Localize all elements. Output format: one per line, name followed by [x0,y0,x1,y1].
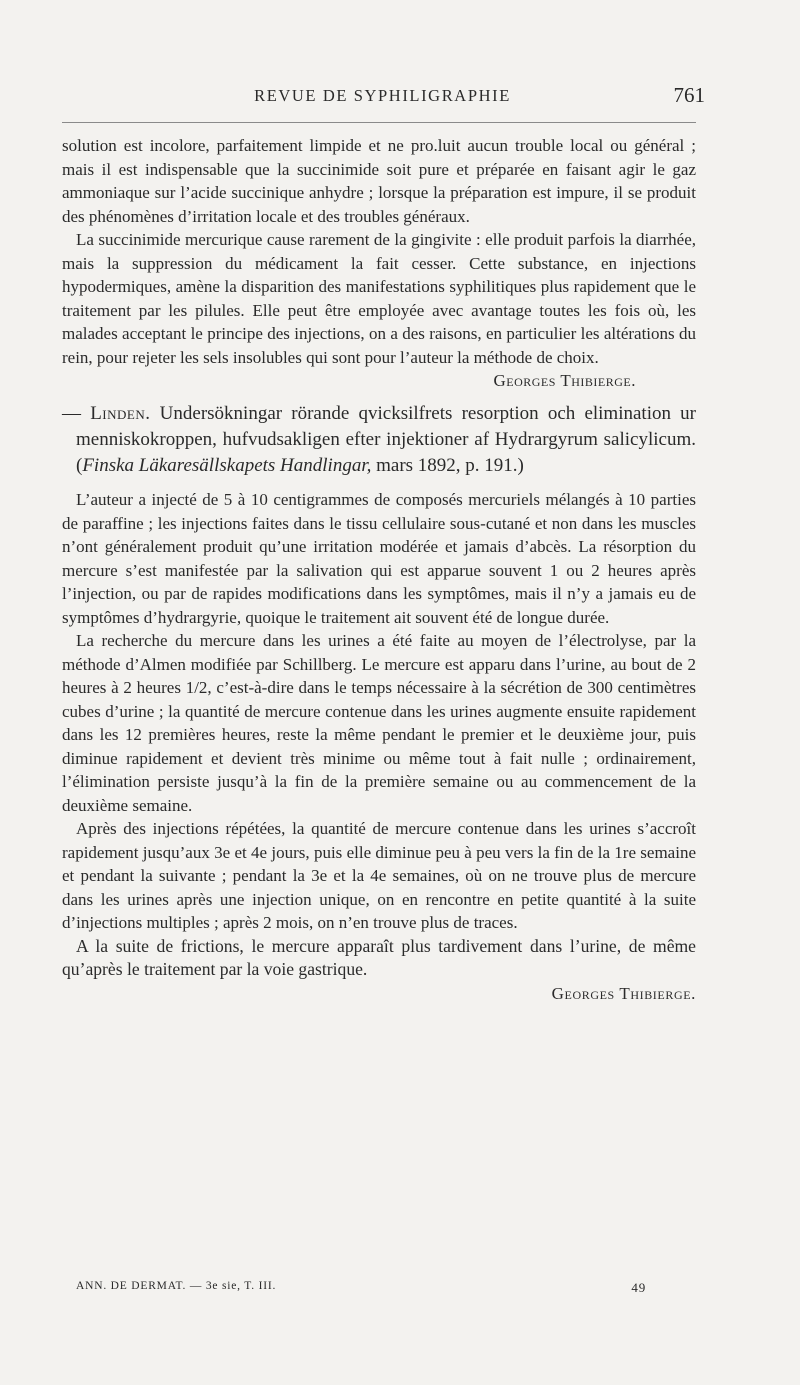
paragraph: L’auteur a injecté de 5 à 10 centigrammes de composés mercuriels mélangés à 10 parties de paraffine ; les injections faites dans le tissu cellulaire sous-cutané et non dans les muscles n’ont généralement produit qu’une irritation modérée et jamais d’abcès. La résorption du mercure s’est manifestée par la salivation qui est apparue souvent 1 ou 2 heures après l’injection, ou par de rapides modifications dans les symptômes, mais il n’y a jamais eu de symptômes d’hydrargyrie, quoique le traitement ait souvent été de longue durée. [62,490,696,627]
review-title: Undersökningar rörande qvicksilfrets resorption och elimination ur menniskokroppen, hufvudsakligen efter injektioner af Hydrargyrum salicylicum. ( [76,403,696,476]
header-rule [62,122,696,123]
review-journal: Finska Läkaresällskapets Handlingar, [82,455,372,476]
running-title: REVUE DE SYPHILIGRAPHIE [254,86,511,105]
paragraph-text: La succinimide mercurique cause rarement de la gingivite : elle produit parfois la diarrhée, mais la suppression du médicament la fait cesser. Cette substance, en injections hypodermiques, amène la disparition des manifestations syphilitiques plus rapidement que le traitement par les pilules. Elle peut être employée avec avantage toutes les fois où, les malades acceptant le principe des injections, on a des raisons, en particulier les altérations du rein, pour rejeter les sels insolubles qui sont pour l’auteur la méthode de choix. [62,230,696,367]
review-citation: mars 1892, p. 191.) [371,455,524,476]
review-author: Linden. [90,403,151,424]
author-signature: Georges Thibierge. [551,983,696,1003]
article-body [62,134,696,1005]
page-header [60,83,705,116]
paragraph: A la suite de frictions, le mercure apparaît plus tardivement dans l’urine, de même qu’après le traitement par la voie gastrique. [62,935,696,979]
paragraph [62,228,696,390]
paragraph: La recherche du mercure dans les urines a été faite au moyen de l’électrolyse, par la méthode d’Almen modifiée par Schillberg. Le mercure est apparu dans l’urine, au bout de 2 heures à 2 heures 1/2, c’est-à-dire dans le temps nécessaire à la sécrétion de 300 centimètres cubes d’urine ; la quantité de mercure contenue dans les urines augmente ensuite rapidement dans les 12 premières heures, reste la même pendant le premier et le deuxième jour, puis diminue rapidement et devient très minime ou même tout à fait nulle ; ordinairement, l’élimination persiste jusqu’à la fin de la première semaine ou au commencement de la deuxième semaine. [62,631,696,815]
em-dash: — [62,403,91,424]
signature-number: 49 [631,1280,646,1295]
footer-citation: ANN. DE DERMAT. — 3e sie, T. III. [76,1280,277,1292]
paragraph: Après des injections répétées, la quantité de mercure contenue dans les urines s’accroît rapidement jusqu’aux 3e et 4e jours, puis elle diminue peu à peu vers la fin de la 1re semaine et pendant la suivante ; pendant la 3e et la 4e semaines, où on ne trouve plus de mercure dans les urines après une injection unique, on en rencontre en petite quantité à la suite d’injections multiples ; après 2 mois, on n’en trouve plus de traces. [62,819,696,932]
author-signature: Georges Thibierge. [493,371,636,390]
paragraph-continuation: solution est incolore, parfaitement limpide et ne pro.luit aucun trouble local ou général ; mais il est indispensable que la succinimide soit pure et préparée en faisant agir le gaz ammoniaque sur l’acide succinique anhydre ; lorsque la préparation est impure, il se produit des phénomènes d’irritation locale et des troubles généraux. [62,136,696,226]
page-number: 761 [673,83,705,107]
review-heading [62,401,696,479]
